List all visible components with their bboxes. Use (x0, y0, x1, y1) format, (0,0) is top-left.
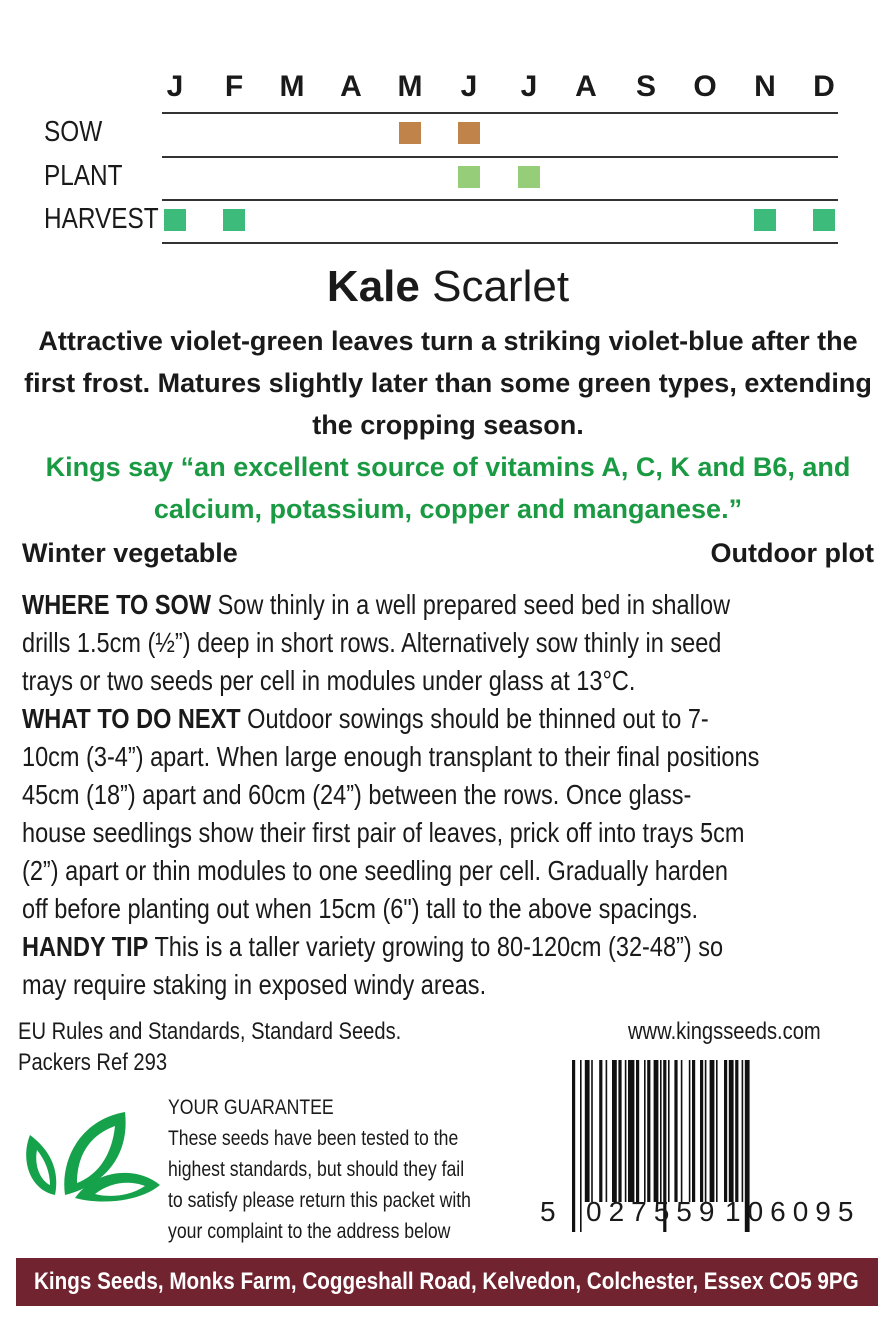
harvest-marker (754, 209, 776, 231)
guarantee-line: your complaint to the address below (168, 1220, 451, 1243)
text-line: 45cm (18”) apart and 60cm (24”) between the rows. Once glass- (22, 779, 692, 810)
handy-tip (22, 928, 872, 1004)
guarantee-line: highest standards, but should they fail (168, 1158, 465, 1181)
month-label: D (813, 70, 835, 103)
divider (162, 199, 838, 201)
sow-marker (458, 122, 480, 144)
what-to-do-next (22, 700, 872, 928)
text-line: 10cm (3-4”) apart. When large enough transplant to their final positions (22, 741, 760, 772)
text-line: Outdoor sowings should be thinned out to 7- (240, 703, 709, 734)
barcode-digits-left: 027559 (586, 1196, 722, 1227)
text-line: drills 1.5cm (½”) deep in short rows. Alternatively sow thinly in seed (22, 627, 722, 658)
kings-quote (0, 446, 896, 530)
barcode-bar (716, 1060, 718, 1202)
month-label: O (693, 70, 717, 103)
month-label: J (520, 70, 538, 103)
leaf-logo-icon (20, 1110, 160, 1205)
address-footer: Kings Seeds, Monks Farm, Coggeshall Road, Kelvedon, Colchester, Essex CO5 9PG (16, 1258, 878, 1306)
where-to-sow (22, 586, 872, 700)
harvest-marker (813, 209, 835, 231)
barcode-bar (647, 1060, 650, 1202)
barcode-bar (628, 1060, 634, 1202)
standards (18, 1016, 474, 1078)
text-line: (2”) apart or thin modules to one seedling per cell. Gradually harden (22, 855, 728, 886)
text-line: trays or two seeds per cell in modules under glass at 13°C. (22, 665, 636, 696)
barcode-bar (644, 1060, 646, 1202)
website-link[interactable]: www.kingsseeds.com (628, 1018, 821, 1045)
barcode-bar (612, 1060, 617, 1202)
barcode-bar (692, 1060, 695, 1202)
quote-line: calcium, potassium, copper and manganese.” (153, 494, 743, 524)
barcode-bar (710, 1060, 715, 1202)
guarantee-line: These seeds have been tested to the (168, 1127, 459, 1150)
text-line: house seedlings show their first pair of leaves, prick off into trays 5cm (22, 817, 745, 848)
text-line: off before planting out when 15cm (6") tall to the above spacings. (22, 893, 699, 924)
barcode-bar (591, 1060, 593, 1202)
text-line: may require staking in exposed windy areas. (22, 969, 487, 1000)
barcode-bar (705, 1060, 707, 1202)
barcode-bar (636, 1060, 639, 1202)
barcode-bar (668, 1060, 670, 1202)
variety-name: Scarlet (432, 262, 570, 311)
guarantee-line: to satisfy please return this packet with (168, 1189, 471, 1212)
text-line: Sow thinly in a well prepared seed bed in shallow (211, 589, 731, 620)
barcode-bar (729, 1060, 734, 1202)
standards-line: EU Rules and Standards, Standard Seeds. (18, 1018, 402, 1045)
section-heading: WHERE TO SOW (22, 589, 212, 620)
section-heading: WHAT TO DO NEXT (22, 703, 241, 734)
month-label: J (460, 70, 478, 103)
divider (162, 242, 838, 244)
barcode-bar (580, 1060, 582, 1232)
barcode-bar (742, 1060, 744, 1202)
barcode-bar (681, 1060, 683, 1202)
row-label-harvest: HARVEST (44, 203, 159, 235)
text-line: This is a taller variety growing to 80-120cm (32-48”) so (148, 931, 724, 962)
barcode-bar (606, 1060, 608, 1202)
crop-name: Kale (326, 262, 420, 311)
harvest-marker (223, 209, 245, 231)
section-heading: HANDY TIP (22, 931, 149, 962)
divider (162, 112, 838, 114)
quote-line: Kings say “an excellent source of vitamins A, C, K and B6, and (45, 452, 851, 482)
month-label: N (754, 70, 776, 103)
barcode-bar (700, 1060, 703, 1202)
barcode-digit: 5 (540, 1196, 556, 1227)
divider (162, 156, 838, 158)
description-line: the cropping season. (312, 410, 584, 440)
barcode-bar (735, 1060, 738, 1202)
harvest-marker (164, 209, 186, 231)
month-label: A (340, 70, 362, 103)
description-line: Attractive violet-green leaves turn a striking violet-blue after the (38, 326, 858, 356)
month-label: M (397, 70, 423, 103)
barcode-bar (724, 1060, 727, 1202)
barcode-bar (660, 1060, 662, 1202)
season-tag: Winter vegetable (22, 538, 238, 568)
barcode-bar (572, 1060, 575, 1232)
instructions (22, 586, 896, 1004)
plant-marker (518, 166, 540, 188)
plant-marker (458, 166, 480, 188)
month-label: F (224, 70, 244, 103)
month-label: M (279, 70, 305, 103)
location-tag: Outdoor plot (710, 538, 874, 568)
month-label: S (635, 70, 656, 103)
barcode-bar (585, 1060, 590, 1202)
guarantee-heading: YOUR GUARANTEE (168, 1096, 334, 1119)
packers-ref: Packers Ref 293 (18, 1049, 168, 1076)
description-line: first frost. Matures slightly later than some green types, extending (24, 368, 872, 398)
barcode-bar (599, 1060, 602, 1202)
barcode-bar (674, 1060, 677, 1202)
barcode-bar (689, 1060, 691, 1202)
guarantee (168, 1092, 529, 1247)
row-label-plant: PLANT (44, 160, 123, 192)
month-label: A (575, 70, 597, 103)
barcode-digits-right: 106095 (725, 1196, 861, 1227)
barcode-bar (618, 1060, 621, 1202)
barcode (540, 1056, 870, 1236)
month-label: J (166, 70, 184, 103)
description (0, 320, 896, 446)
barcode-bar (654, 1060, 659, 1202)
product-title (0, 262, 896, 312)
row-label-sow: SOW (44, 116, 103, 148)
sow-marker (399, 122, 421, 144)
barcode-bar (625, 1060, 627, 1202)
